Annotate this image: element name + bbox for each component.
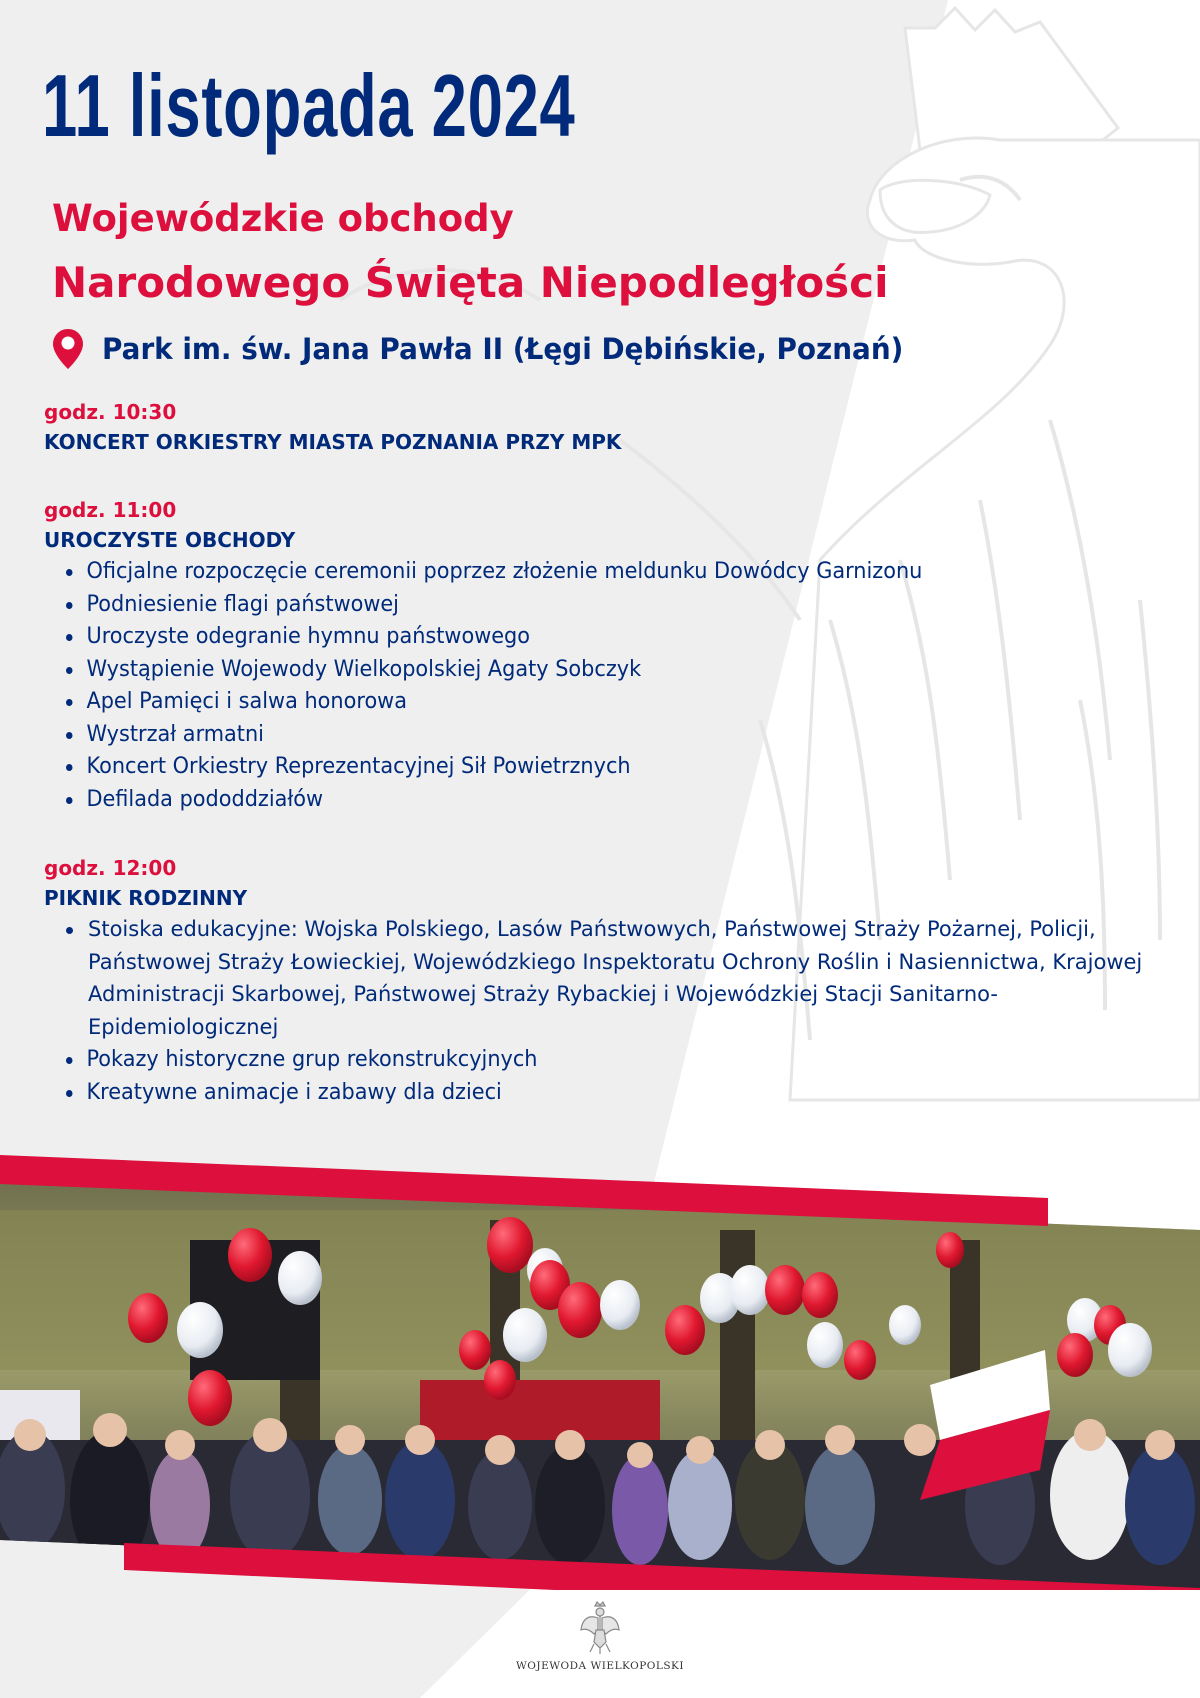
list-item: Stoiska edukacyjne: Wojska Polskiego, Lasów Państwowych, Państwowej Straży Pożarnej, Policji, Państwowej Straży Łowieckiej, Wojewódzkiego Inspektoratu Ochrony Roślin i Nasiennictwa, Krajowej Administracji Skarbowej, Państwowej Straży Rybackiej i Wojewódzkiej Stacji Sanitarno-Epidemiologicznej <box>66 913 1148 1043</box>
event-photo <box>0 1150 1200 1590</box>
footer <box>0 1600 1200 1698</box>
list-item: Koncert Orkiestry Reprezentacyjnej Sił Powietrznych <box>66 750 922 783</box>
list-item: Defilada pododdziałów <box>66 783 922 816</box>
date-title: 11 listopada 2024 <box>42 56 576 155</box>
schedule-heading: UROCZYSTE OBCHODY <box>44 528 296 552</box>
map-pin-icon <box>52 328 84 370</box>
schedule-heading: KONCERT ORKIESTRY MIASTA POZNANIA PRZY MPK <box>44 430 622 454</box>
event-location <box>52 328 937 370</box>
schedule-time: godz. 10:30 <box>44 400 177 424</box>
list-item: Kreatywne animacje i zabawy dla dzieci <box>66 1076 1072 1109</box>
event-subtitle-line1: Wojewódzkie obchody <box>52 197 514 240</box>
schedule-block-1200 <box>44 853 1148 1108</box>
list-item: Wystąpienie Wojewody Wielkopolskiej Agaty Sobczyk <box>66 653 922 686</box>
schedule-time: godz. 11:00 <box>44 498 177 522</box>
location-text: Park im. św. Jana Pawła II (Łęgi Dębińskie, Poznań) <box>102 332 904 366</box>
list-item: Oficjalne rozpoczęcie ceremonii poprzez złożenie meldunku Dowódcy Garnizonu <box>66 555 922 588</box>
list-item: Wystrzał armatni <box>66 718 922 751</box>
list-item: Uroczyste odegranie hymnu państwowego <box>66 620 922 653</box>
organization-name: WOJEWODA WIELKOPOLSKI <box>515 1660 685 1672</box>
schedule-heading: PIKNIK RODZINNY <box>44 886 248 910</box>
schedule-block-1100 <box>44 495 987 815</box>
list-item: Pokazy historyczne grup rekonstrukcyjnych <box>66 1043 1072 1076</box>
schedule-item-list <box>44 913 1148 1108</box>
schedule-time: godz. 12:00 <box>44 856 177 880</box>
schedule-block-1030 <box>44 397 621 457</box>
event-subtitle-line2: Narodowego Święta Niepodległości <box>52 258 889 307</box>
list-item: Apel Pamięci i salwa honorowa <box>66 685 922 718</box>
list-item: Podniesienie flagi państwowej <box>66 588 922 621</box>
polish-eagle-emblem <box>578 1600 622 1656</box>
schedule-item-list <box>44 555 987 815</box>
